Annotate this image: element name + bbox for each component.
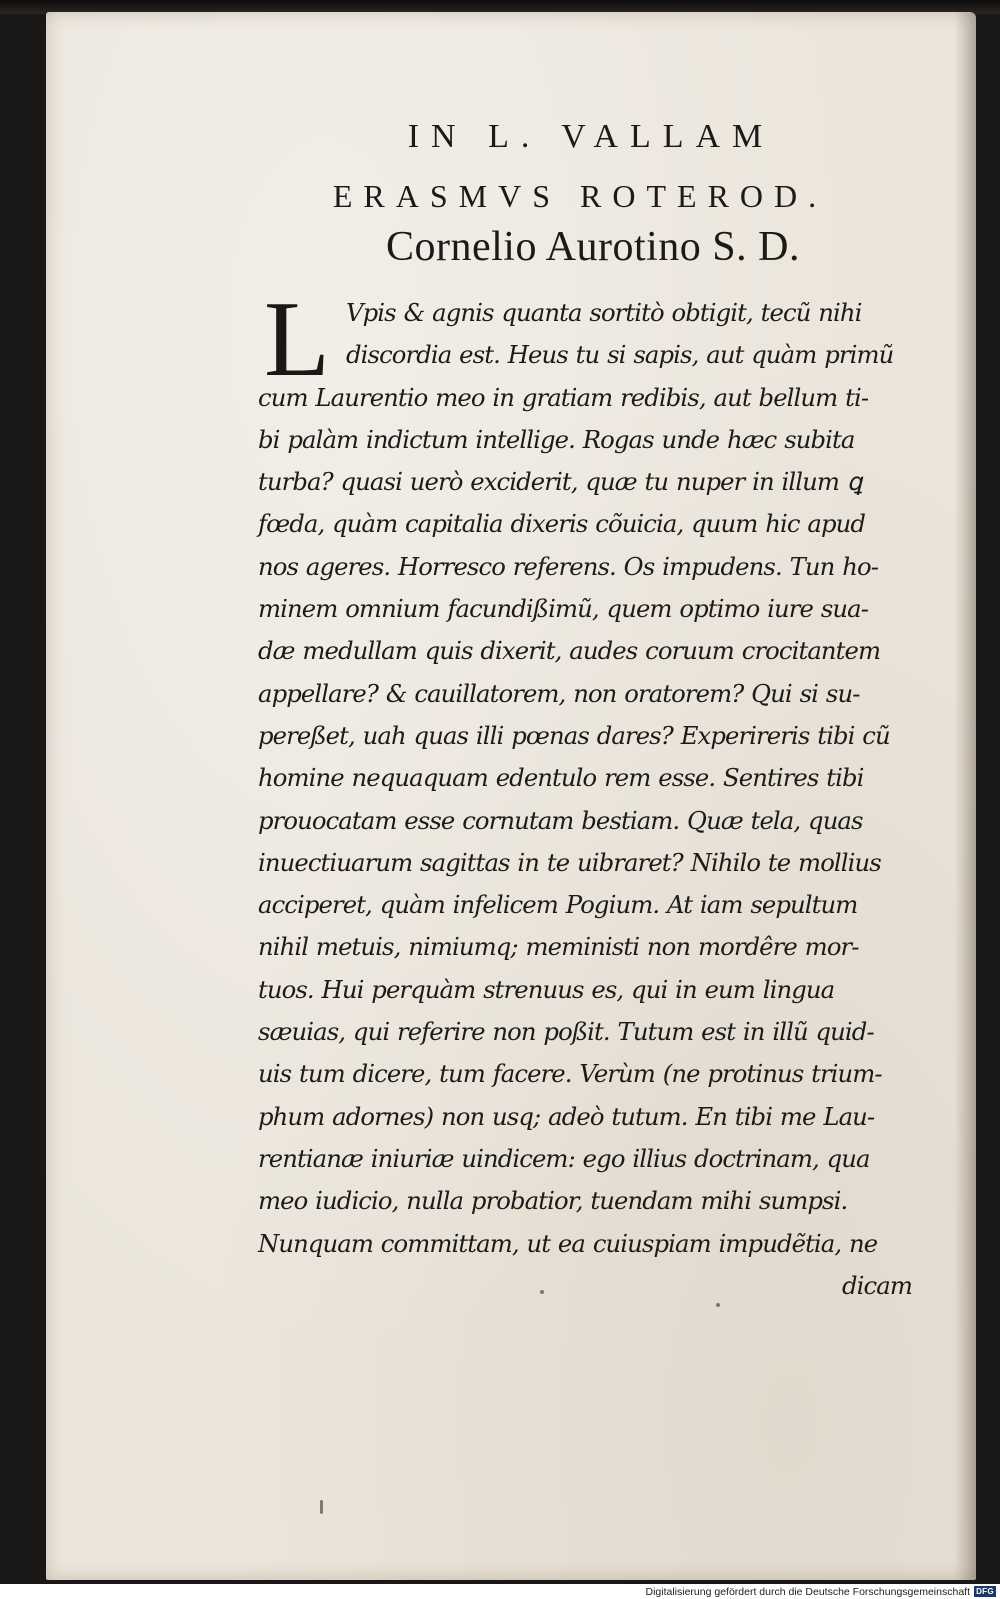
text-line: sæuias, qui referire non poßit. Tutum est in illũ quid- — [258, 1017, 874, 1047]
text-line: pereßet, uah quas illi pœnas dares? Experireris tibi cũ — [258, 720, 890, 750]
text-line: turba? quasi uerò exciderit, quæ tu nuper in illum ꝗ — [258, 467, 862, 497]
text-line: homine nequaquam edentulo rem esse. Sentires tibi — [258, 763, 864, 793]
text-line: meo iudicio, nulla probatior, tuendam mihi sumpsi. — [258, 1186, 848, 1216]
paper-speck — [716, 1303, 720, 1307]
text-line: prouocatam esse cornutam bestiam. Quæ tela, quas — [258, 805, 863, 835]
running-title: IN L. VALLAM — [407, 118, 775, 155]
text-line: acciperet, quàm infelicem Pogium. At iam sepultum — [258, 890, 858, 920]
text-line: nos ageres. Horresco referens. Os impudens. Tun ho- — [258, 551, 878, 581]
addressee-line: Cornelio Aurotino S. D. — [385, 224, 800, 270]
text-line: appellare? & cauillatorem, non oratorem? Qui si su- — [258, 678, 860, 708]
text-line: cum Laurentio meo in gratiam redibis, aut bellum ti- — [258, 382, 869, 412]
digitization-credit: Digitalisierung gefördert durch die Deutsche Forschungsgemeinschaft — [645, 1586, 970, 1598]
text-line: tuos. Hui perquàm strenuus es, qui in eum lingua — [258, 974, 835, 1004]
text-line: Nunquam committam, ut ea cuiuspiam impudẽtia, ne — [258, 1228, 878, 1258]
author-line: ERASMVS ROTEROD. — [332, 178, 828, 214]
text-line: discordia est. Heus tu si sapis, aut quàm primũ — [346, 340, 894, 370]
text-line: dæ medullam quis dixerit, audes coruum crocitantem — [258, 636, 881, 666]
text-line: rentianæ iniuriæ uindicem: ego illius doctrinam, qua — [258, 1143, 870, 1173]
paper-speck — [320, 1500, 323, 1514]
drop-cap-initial: L — [264, 280, 330, 399]
text-line: inuectiuarum sagittas in te uibraret? Nihilo te mollius — [258, 847, 881, 877]
text-line: phum adornes) non usq; adeò tutum. En tibi me Lau- — [258, 1101, 875, 1131]
dfg-logo: DFG — [974, 1586, 996, 1597]
text-line: bi palàm indictum intellige. Rogas unde hæc subita — [258, 424, 855, 454]
catchword: dicam — [842, 1270, 912, 1300]
text-line: uis tum dicere, tum facere. Verùm (ne protinus trium- — [258, 1059, 882, 1089]
text-line: fœda, quàm capitalia dixeris cõuicia, quum hic apud — [258, 509, 866, 539]
letter-body — [258, 292, 918, 1307]
text-line: Vpis & agnis quanta sortitò obtigit, tecũ nihi — [346, 298, 862, 327]
text-line: minem omnium facundißimũ, quem optimo iure sua- — [258, 594, 869, 624]
paper-speck — [540, 1290, 544, 1294]
text-line: nihil metuis, nimiumq; meministi non mordêre mor- — [258, 932, 859, 962]
